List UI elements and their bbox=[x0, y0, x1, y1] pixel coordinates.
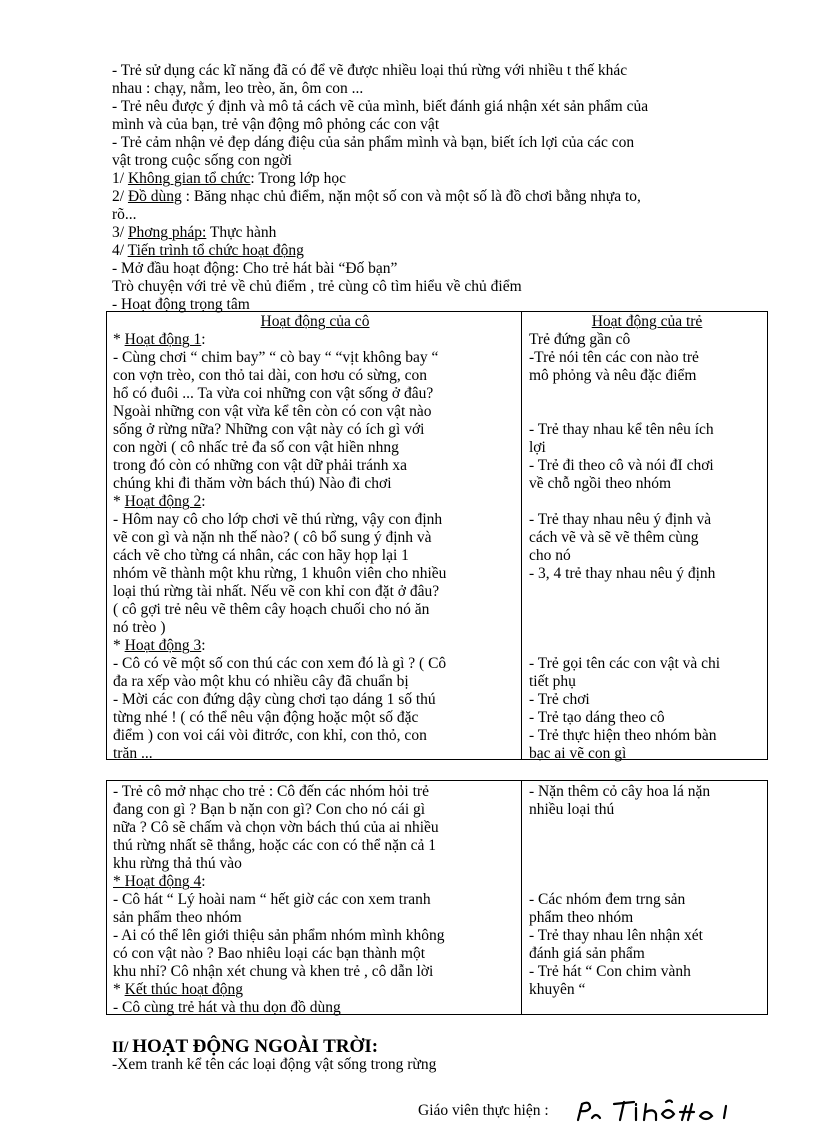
section-method: 3/ Phơng pháp: Thực hành bbox=[112, 224, 277, 241]
teacher-line: trăn ... bbox=[113, 745, 153, 762]
teacher-activities-cell bbox=[113, 783, 517, 1017]
child-line: - Nặn thêm cỏ cây hoa lá nặn bbox=[529, 783, 711, 800]
teacher-line: đang con gì ? Bạn b nặn con gì? Con cho nó cái gì bbox=[113, 801, 426, 818]
child-line bbox=[529, 601, 765, 619]
child-line: - Trẻ hát “ Con chim vành bbox=[529, 963, 691, 980]
teacher-line: nó trèo ) bbox=[113, 619, 166, 636]
part2-heading: II/ HOẠT ĐỘNG NGOÀI TRỜI: bbox=[112, 1036, 379, 1057]
teacher-line: loại thú rừng tài nhất. Nếu vẽ con khỉ con đặt ở đâu? bbox=[113, 583, 440, 600]
child-line bbox=[529, 999, 765, 1017]
child-line: cho nó bbox=[529, 547, 571, 564]
teacher-line: - Ai có thể lên giới thiệu sản phẩm nhóm mình không bbox=[113, 927, 445, 944]
child-line bbox=[529, 637, 765, 655]
teacher-line: sống ở rừng nữa? Những con vật này có ích gì với bbox=[113, 421, 425, 438]
child-line: cách vẽ và sẽ vẽ thêm cùng bbox=[529, 529, 699, 546]
teacher-line: vẽ con gì và nặn nh thế nào? ( cô bổ sung ý định và bbox=[113, 529, 432, 546]
handwritten-signature-icon bbox=[574, 1098, 764, 1122]
child-line: nhiều loại thú bbox=[529, 801, 615, 818]
child-line bbox=[529, 855, 765, 873]
section-space: 1/ Không gian tổ chức: Trong lớp học bbox=[112, 170, 347, 187]
teacher-line: trong đó còn có những con vật dữ phải tránh xa bbox=[113, 457, 408, 474]
child-line bbox=[529, 619, 765, 637]
child-line: về chỗ ngồi theo nhóm bbox=[529, 475, 672, 492]
child-line bbox=[529, 493, 765, 511]
activity-heading: * Kết thúc hoạt động bbox=[113, 981, 244, 998]
child-line: phẩm theo nhóm bbox=[529, 909, 634, 926]
part2-line: -Xem tranh kể tên các loại động vật sống trong rừng bbox=[112, 1056, 437, 1073]
child-line: - Trẻ chơi bbox=[529, 691, 590, 708]
objective-line: - Trẻ sử dụng các kĩ năng đã có để vẽ được nhiều loại thú rừng với nhiều t thế khác bbox=[112, 62, 628, 79]
activity-heading: * Hoạt động 2: bbox=[113, 493, 206, 510]
activity-table-2 bbox=[106, 780, 768, 1015]
child-line bbox=[529, 583, 765, 601]
child-line bbox=[529, 837, 765, 855]
teacher-line: điểm ) con voi cái vòi đitrớc, con khỉ, con thỏ, con bbox=[113, 727, 427, 744]
child-line: - Trẻ thay nhau kể tên nêu ích bbox=[529, 421, 714, 438]
process-line: Trò chuyện với trẻ về chủ điểm , trẻ cùng cô tìm hiểu về chủ điểm bbox=[112, 278, 522, 295]
child-activities-cell bbox=[529, 313, 765, 763]
objective-line: nhau : chạy, nằm, leo trèo, ăn, ôm con ... bbox=[112, 80, 364, 97]
section-materials: 2/ Đồ dùng : Băng nhạc chủ điểm, nặn một số con và một số là đồ chơi bằng nhựa to, bbox=[112, 188, 641, 205]
child-line: - Trẻ đi theo cô và nói đI chơi bbox=[529, 457, 714, 474]
teacher-line: - Cô hát “ Lý hoài nam “ hết giờ các con xem tranh bbox=[113, 891, 431, 908]
teacher-line: ( cô gợi trẻ nêu vẽ thêm cây hoạch chuối cho nó ăn bbox=[113, 601, 430, 618]
teacher-line: - Cô cùng trẻ hát và thu dọn đồ dùng bbox=[113, 999, 341, 1016]
objective-line: vật trong cuộc sống con ngời bbox=[112, 152, 292, 169]
signature-label: Giáo viên thực hiện : bbox=[418, 1102, 549, 1119]
teacher-line: cách vẽ cho từng cá nhân, các con hãy họp lại 1 bbox=[113, 547, 409, 564]
child-line: - Trẻ thực hiện theo nhóm bàn bbox=[529, 727, 717, 744]
activity-heading: * Hoạt động 3: bbox=[113, 637, 206, 654]
child-line bbox=[529, 403, 765, 421]
activity-table-1 bbox=[106, 311, 768, 760]
child-line: đánh giá sản phẩm bbox=[529, 945, 645, 962]
child-line bbox=[529, 385, 765, 403]
teacher-activities-cell bbox=[113, 313, 517, 763]
teacher-line: - Cô có vẽ một số con thú các con xem đó là gì ? ( Cô bbox=[113, 655, 447, 672]
teacher-line: hổ có đuôi ... Ta vừa coi những con vật sống ở đâu? bbox=[113, 385, 434, 402]
objective-line: mình và của bạn, trẻ vận động mô phỏng các con vật bbox=[112, 116, 440, 133]
teacher-line: - Cùng chơi “ chim bay” “ cò bay “ “vịt không bay “ bbox=[113, 349, 439, 366]
teacher-line: Ngoài những con vật vừa kể tên còn có con vật nào bbox=[113, 403, 432, 420]
child-line: khuyên “ bbox=[529, 981, 586, 998]
process-line: - Hoạt động trọng tâm bbox=[112, 296, 250, 313]
teacher-line: - Mời các con đứng dậy cùng chơi tạo dáng 1 số thú bbox=[113, 691, 436, 708]
activity-heading: * Hoạt động 1: bbox=[113, 331, 206, 348]
child-line: - Trẻ thay nhau lên nhận xét bbox=[529, 927, 703, 944]
teacher-line: khu nhỉ? Cô nhận xét chung và khen trẻ , cô dẫn lời bbox=[113, 963, 434, 980]
teacher-line: con vợn trèo, con thỏ tai dài, con hơu có sừng, con bbox=[113, 367, 428, 384]
child-line: tiết phụ bbox=[529, 673, 576, 690]
teacher-line: khu rừng thả thú vào bbox=[113, 855, 242, 872]
child-line bbox=[529, 819, 765, 837]
child-line: - Các nhóm đem trng sản bbox=[529, 891, 686, 908]
child-line: bạc ai vẽ con gì bbox=[529, 745, 627, 762]
child-activities-cell bbox=[529, 783, 765, 1017]
process-line: - Mở đầu hoạt động: Cho trẻ hát bài “Đố bạn” bbox=[112, 260, 398, 277]
child-line: - Trẻ tạo dáng theo cô bbox=[529, 709, 665, 726]
teacher-line: sản phẩm theo nhóm bbox=[113, 909, 242, 926]
child-line: lợi bbox=[529, 439, 546, 456]
table-column-divider bbox=[521, 781, 522, 1014]
header-child: Hoạt động của trẻ bbox=[591, 313, 703, 330]
table-column-divider bbox=[521, 312, 522, 759]
teacher-line: từng nhé ! ( có thể nêu vận động hoặc một số đặc bbox=[113, 709, 419, 726]
teacher-line: có con vật nào ? Bao nhiêu loại các bạn thành một bbox=[113, 945, 426, 962]
objective-line: - Trẻ cảm nhận vẻ đẹp dáng điệu của sản phẩm mình và bạn, biết ích lợi của các con bbox=[112, 134, 635, 151]
child-line: mô phỏng và nêu đặc điểm bbox=[529, 367, 697, 384]
teacher-line: - Trẻ cô mở nhạc cho trẻ : Cô đến các nhóm hỏi trẻ bbox=[113, 783, 429, 800]
activity-heading: * Hoạt động 4: bbox=[113, 873, 206, 890]
teacher-line: thú rừng nhất sẽ thắng, hoặc các con có thể nặn cả 1 bbox=[113, 837, 437, 854]
child-line: - Trẻ gọi tên các con vật và chi bbox=[529, 655, 721, 672]
child-line: -Trẻ nói tên các con nào trẻ bbox=[529, 349, 699, 366]
section-process: 4/ Tiến trình tổ chức hoạt động bbox=[112, 242, 304, 259]
header-teacher: Hoạt động của cô bbox=[260, 313, 370, 330]
teacher-line: chúng khi đi thăm vờn bách thú) Nào đi chơi bbox=[113, 475, 392, 492]
teacher-line: con ngời ( cô nhấc trẻ đa số con vật hiền nhng bbox=[113, 439, 399, 456]
child-line: - Trẻ thay nhau nêu ý định và bbox=[529, 511, 712, 528]
child-line: - 3, 4 trẻ thay nhau nêu ý định bbox=[529, 565, 716, 582]
objective-line: - Trẻ nêu được ý định và mô tả cách vẽ của mình, biết đánh giá nhận xét sản phẩm của bbox=[112, 98, 649, 115]
teacher-line: đa ra xếp vào một khu có nhiều cây đã chuẩn bị bbox=[113, 673, 409, 690]
teacher-line: nhóm vẽ thành một khu rừng, 1 khuôn viên cho nhiều bbox=[113, 565, 447, 582]
child-line: Trẻ đứng gần cô bbox=[529, 331, 631, 348]
teacher-line: nữa ? Cô sẽ chấm và chọn vờn bách thú của ai nhiều bbox=[113, 819, 439, 836]
child-line bbox=[529, 873, 765, 891]
teacher-line: - Hôm nay cô cho lớp chơi vẽ thú rừng, vậy con định bbox=[113, 511, 443, 528]
section-materials-cont: rõ... bbox=[112, 206, 137, 223]
